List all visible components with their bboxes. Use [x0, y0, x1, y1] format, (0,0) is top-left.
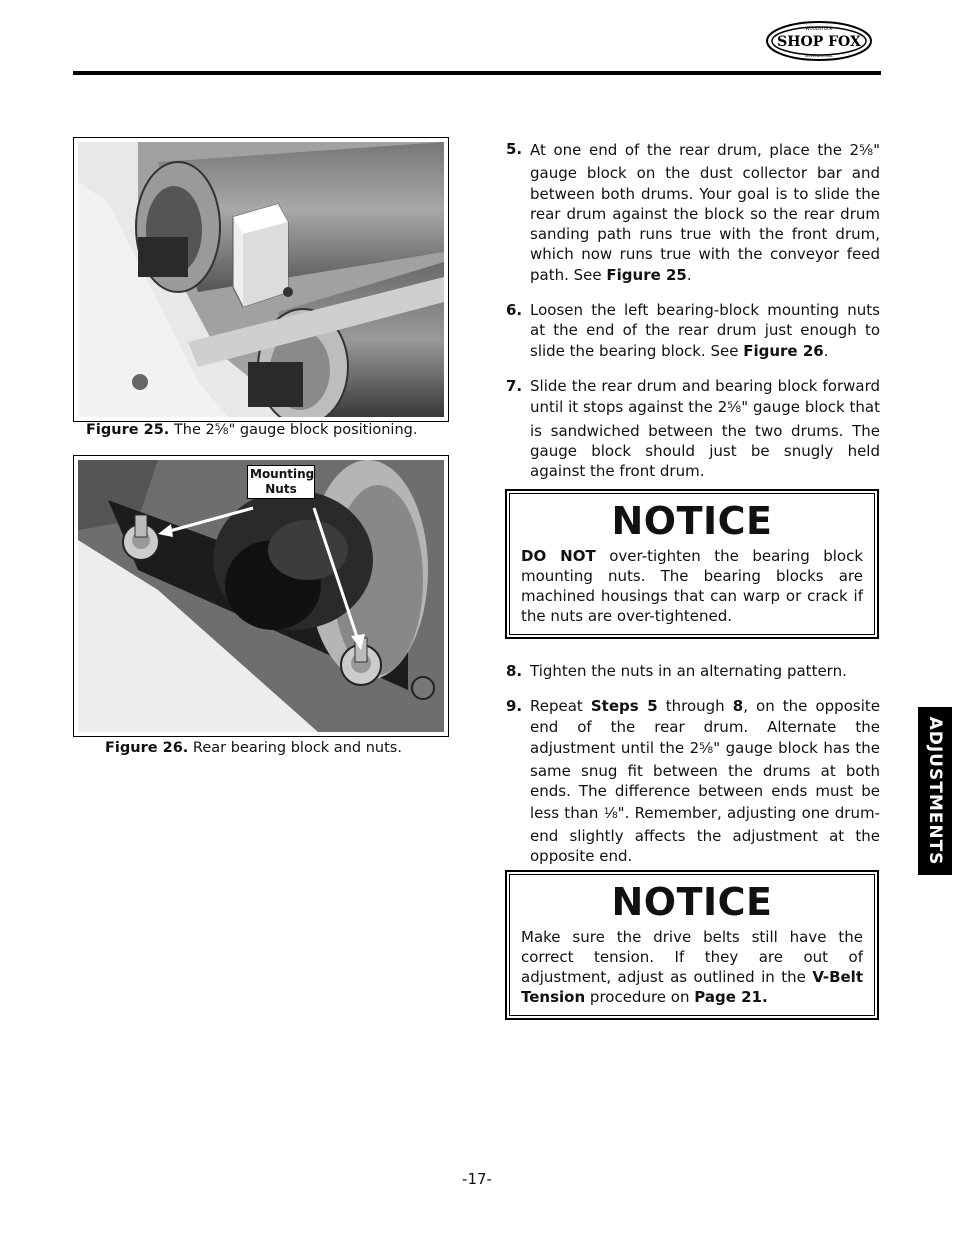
step-5: 5. At one end of the rear drum, place the $2^5⁄8$" gauge block on the dust collector bar and between both drums. Your goal is to slide the rear drum against the block so the rear drum sanding path runs true with the front drum, which now runs true with the conveyor feed path. See Figure 25. — [506, 140, 880, 284]
step-6: 6. Loosen the left bearing-block mounting nuts at the end of the rear drum just enough to slide the bearing block. See Figure 26. — [506, 301, 880, 360]
figure-25-photo — [73, 137, 449, 422]
notice-box-2 — [505, 870, 879, 1020]
svg-text:WOODSTOCK: WOODSTOCK — [805, 26, 833, 31]
notice-text: Make sure the drive belts still have the correct tension. If they are out of adjustment, adjust as outlined in the V-Belt Tension procedure on Page 21. — [521, 928, 863, 1006]
svg-text:INTERNATIONAL: INTERNATIONAL — [804, 54, 834, 58]
header-rule — [73, 71, 881, 75]
svg-text:SHOP FOX: SHOP FOX — [777, 34, 861, 50]
notice-text: DO NOT over-tighten the bearing block mounting nuts. The bearing blocks are machined housings that can warp or crack if the nuts are over-tightened. — [521, 547, 864, 625]
step-8: 8. Tighten the nuts in an alternating pattern. — [506, 662, 847, 680]
figure-25-caption: Figure 25. The $2^5⁄8$" gauge block positioning. — [86, 422, 418, 438]
notice-title: NOTICE — [611, 499, 773, 543]
page-number: -17- — [462, 1170, 492, 1188]
notice-box-1 — [505, 489, 879, 639]
step-9: 9. Repeat Steps 5 through 8, on the opposite end of the rear drum. Alternate the adjustment until the $2^5⁄8$" gauge block has the same snug fit between the drums at both ends. The difference between ends must be less than $^1$⁄8". Remember, adjusting one drum-end slightly affects the adjustment at the opposite end. — [506, 697, 881, 866]
step-7: 7. Slide the rear drum and bearing block forward until it stops against the $2^5⁄8$" gauge block that is sandwiched between the two drums. The gauge block should just be snugly held against the front drum. — [506, 376, 881, 481]
notice-title: NOTICE — [611, 880, 773, 924]
figure-26-caption: Figure 26. Rear bearing block and nuts. — [105, 740, 402, 756]
mounting-nuts-callout: Mounting Nuts — [247, 465, 315, 499]
steps-group-2 — [506, 661, 880, 882]
section-tab-adjustments: ADJUSTMENTS — [918, 707, 952, 875]
shop-fox-logo — [765, 20, 873, 62]
steps-group-1 — [506, 139, 880, 496]
